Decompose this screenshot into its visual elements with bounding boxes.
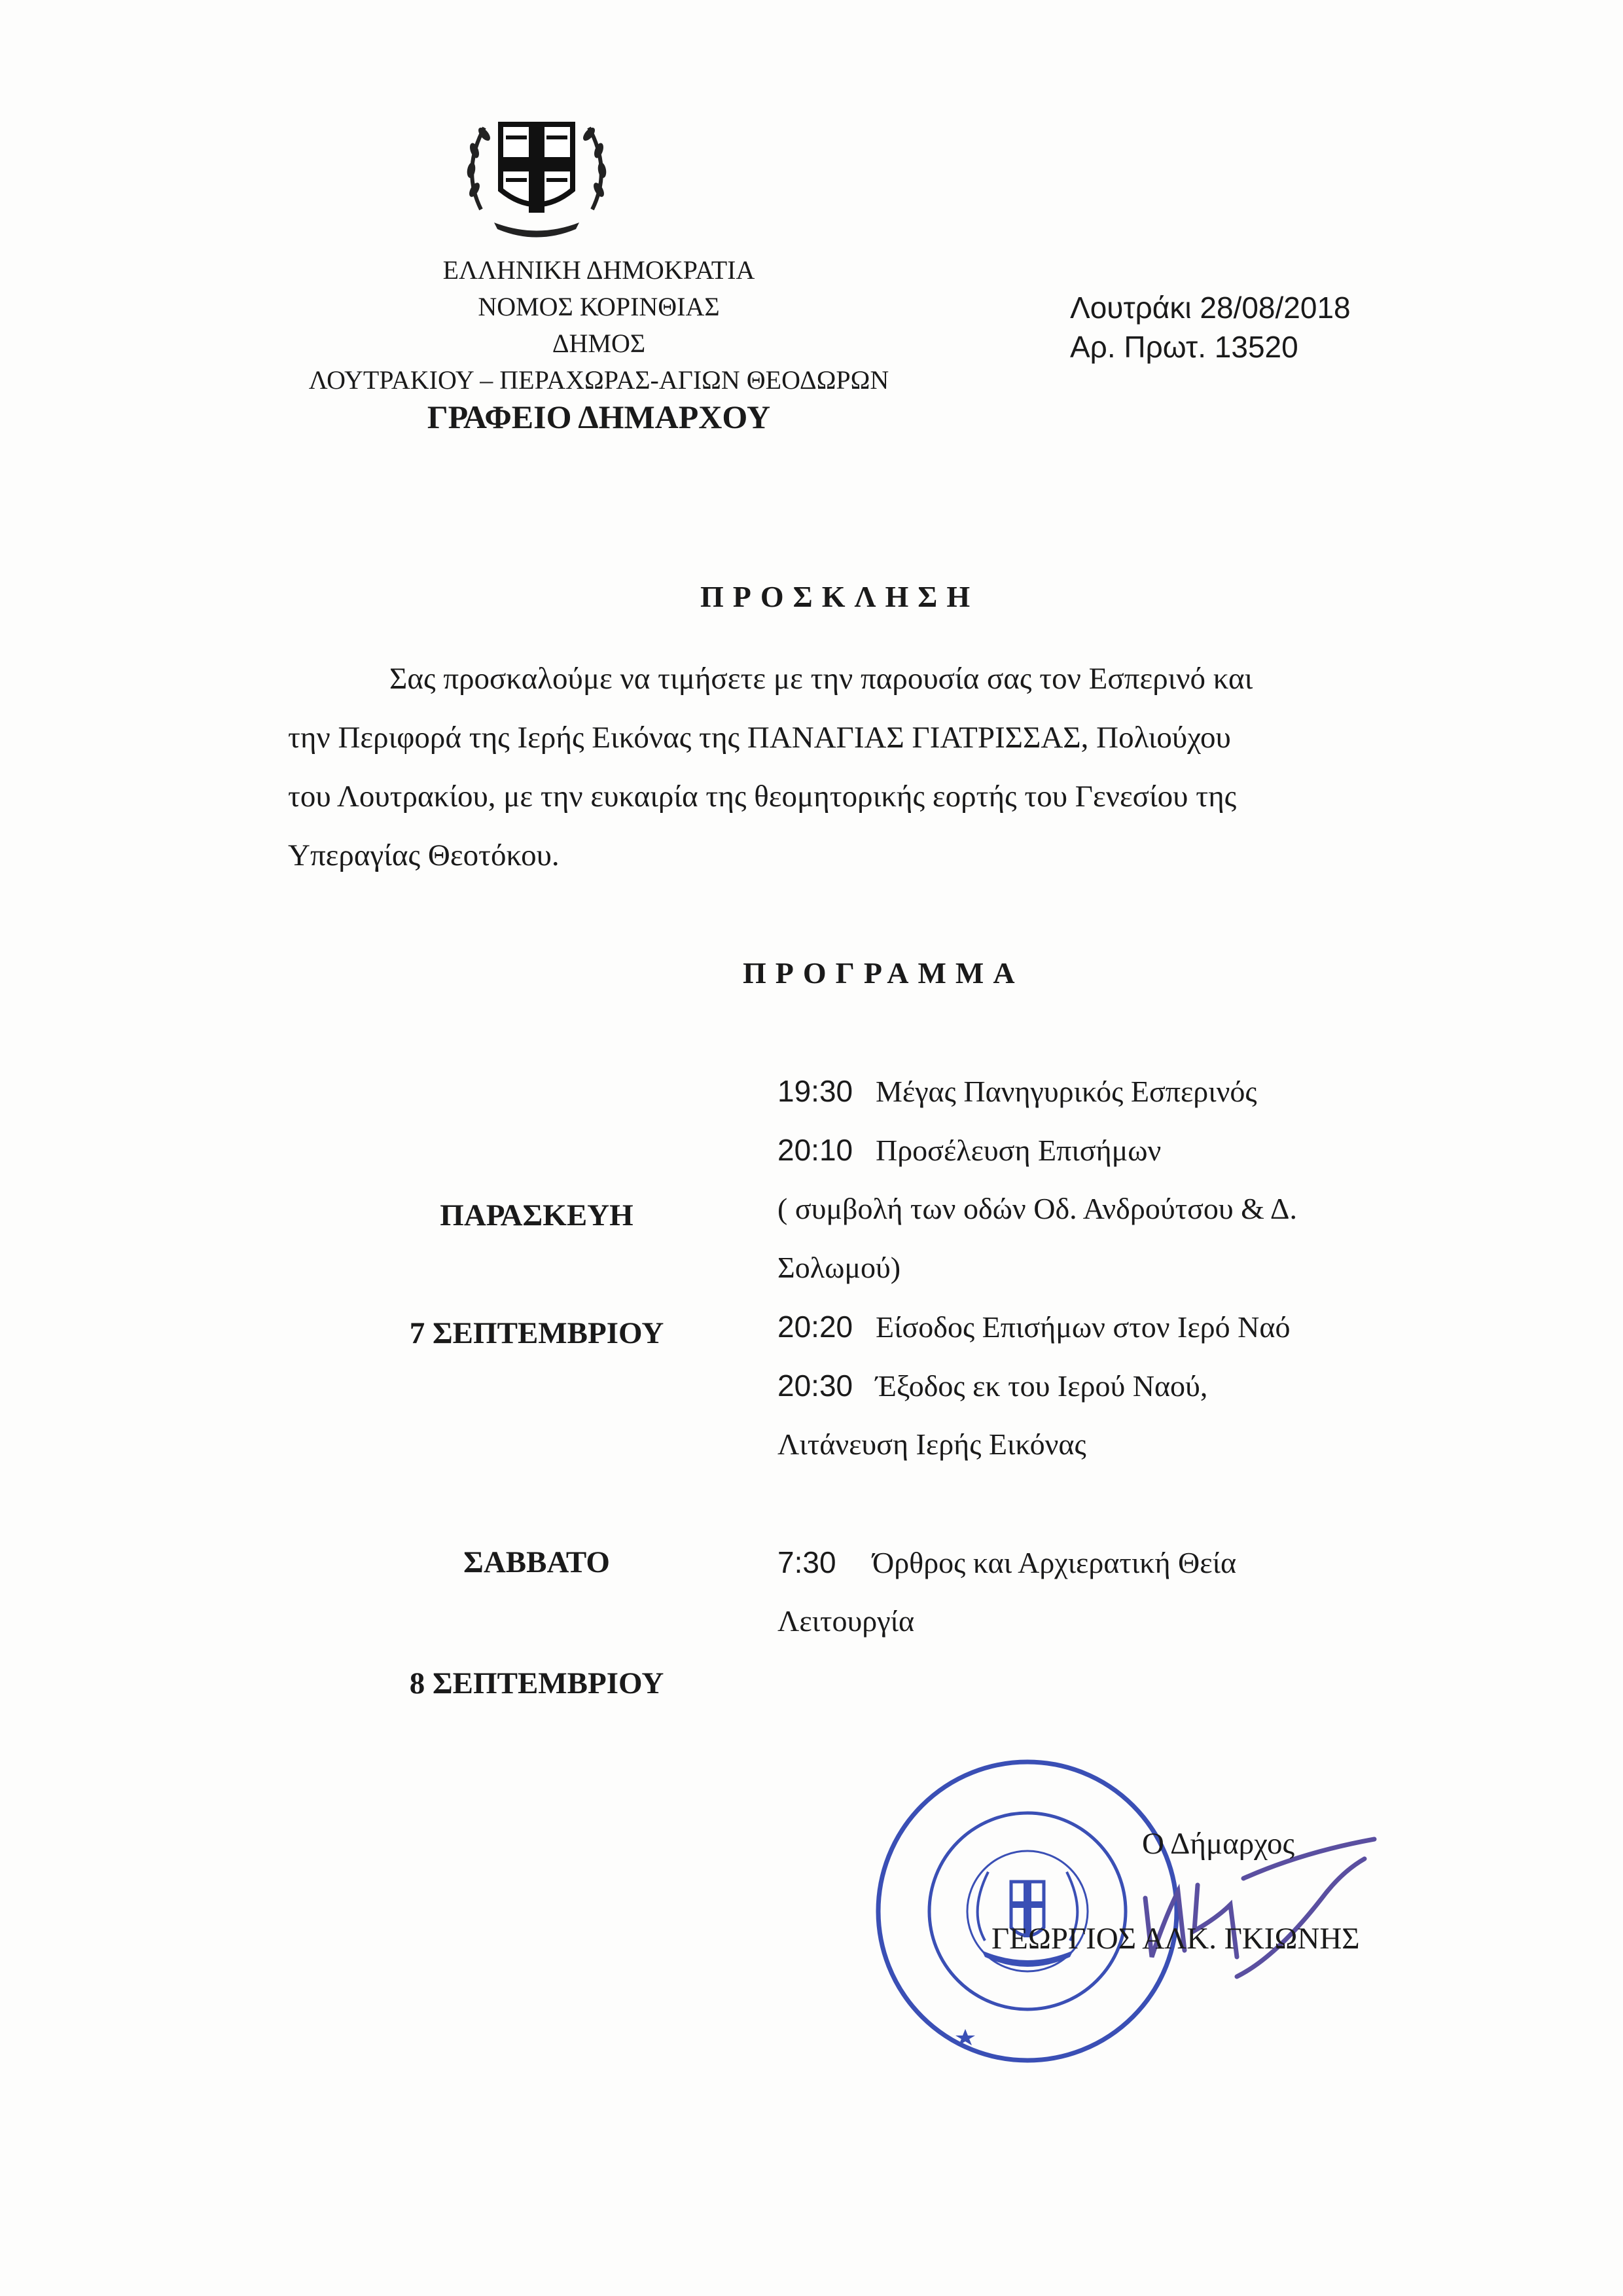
- schedule-item: [777, 1427, 1086, 1462]
- place-date: Λουτράκι 28/08/2018: [1070, 291, 1351, 325]
- schedule-item: [777, 1545, 1236, 1580]
- country-name: ΕΛΛΗΝΙΚΗ ΔΗΜΟΚΡΑΤΙΑ: [442, 255, 755, 285]
- date-protocol-block: [1070, 288, 1351, 367]
- mayor-name: ΓΕΩΡΓΙΟΣ ΑΛΚ. ΓΚΙΩΝΗΣ: [991, 1922, 1360, 1956]
- mayor-role: Ο Δήμαρχος: [1142, 1827, 1295, 1861]
- schedule-time: 20:10: [777, 1133, 853, 1167]
- day-label-saturday: ΣΑΒΒΑΤΟ: [463, 1545, 610, 1579]
- schedule-text: Σολωμού): [777, 1251, 901, 1284]
- schedule-item: [777, 1604, 914, 1638]
- schedule-item: [777, 1309, 1290, 1344]
- invitation-title: ΠΡΟΣΚΛΗΣΗ: [700, 580, 980, 613]
- prefecture-name: ΝΟΜΟΣ ΚΟΡΙΝΘΙΑΣ: [478, 292, 720, 321]
- invitation-line: Υπεραγίας Θεοτόκου.: [288, 838, 560, 872]
- schedule-item: [777, 1073, 1257, 1109]
- schedule-text: Όρθρος και Αρχιερατική Θεία: [872, 1546, 1237, 1579]
- schedule-text: ( συμβολή των οδών Οδ. Ανδρούτσου & Δ.: [777, 1192, 1297, 1225]
- invitation-line: του Λουτρακίου, με την ευκαιρία της θεομητορικής εορτής του Γενεσίου της: [288, 780, 1237, 814]
- office-name: ΓΡΑΦΕΙΟ ΔΗΜΑΡΧΟΥ: [427, 399, 771, 435]
- schedule-text: Προσέλευση Επισήμων: [876, 1134, 1162, 1167]
- schedule-time: 20:20: [777, 1310, 853, 1344]
- schedule-text: Λιτάνευση Ιερής Εικόνας: [777, 1427, 1086, 1461]
- program-title: ΠΡΟΓΡΑΜΜΑ: [743, 956, 1024, 990]
- schedule-item: [777, 1368, 1207, 1403]
- municipality-name: ΛΟΥΤΡΑΚΙΟΥ – ΠΕΡΑΧΩΡΑΣ-ΑΓΙΩΝ ΘΕΟΔΩΡΩΝ: [308, 365, 889, 395]
- invitation-line: Σας προσκαλούμε να τιμήσετε με την παρουσία σας τον Εσπερινό και: [389, 662, 1253, 696]
- municipality-label: ΔΗΜΟΣ: [552, 329, 646, 358]
- schedule-time: 19:30: [777, 1074, 853, 1108]
- schedule-item: [777, 1191, 1297, 1226]
- schedule-text: Έξοδος εκ του Ιερού Ναού,: [876, 1369, 1208, 1403]
- protocol-number: Αρ. Πρωτ. 13520: [1070, 330, 1298, 364]
- schedule-time: 20:30: [777, 1369, 853, 1403]
- coat-of-arms-emblem: [455, 98, 618, 249]
- schedule-text: Μέγας Πανηγυρικός Εσπερινός: [876, 1075, 1257, 1108]
- date-label-friday: 7 ΣΕΠΤΕΜΒΡΙΟΥ: [409, 1316, 664, 1350]
- schedule-text: Είσοδος Επισήμων στον Ιερό Ναό: [876, 1310, 1291, 1344]
- date-label-saturday: 8 ΣΕΠΤΕΜΒΡΙΟΥ: [409, 1666, 664, 1700]
- day-label-friday: ΠΑΡΑΣΚΕΥΗ: [440, 1198, 633, 1232]
- schedule-time: 7:30: [777, 1545, 836, 1579]
- letterhead: [249, 252, 949, 435]
- schedule-item: [777, 1250, 901, 1285]
- schedule-text: Λειτουργία: [777, 1604, 915, 1638]
- schedule-item: [777, 1132, 1161, 1168]
- invitation-line: την Περιφορά της Ιερής Εικόνας της ΠΑΝΑΓΙΑΣ ΓΙΑΤΡΙΣΣΑΣ, Πολιούχου: [288, 721, 1231, 755]
